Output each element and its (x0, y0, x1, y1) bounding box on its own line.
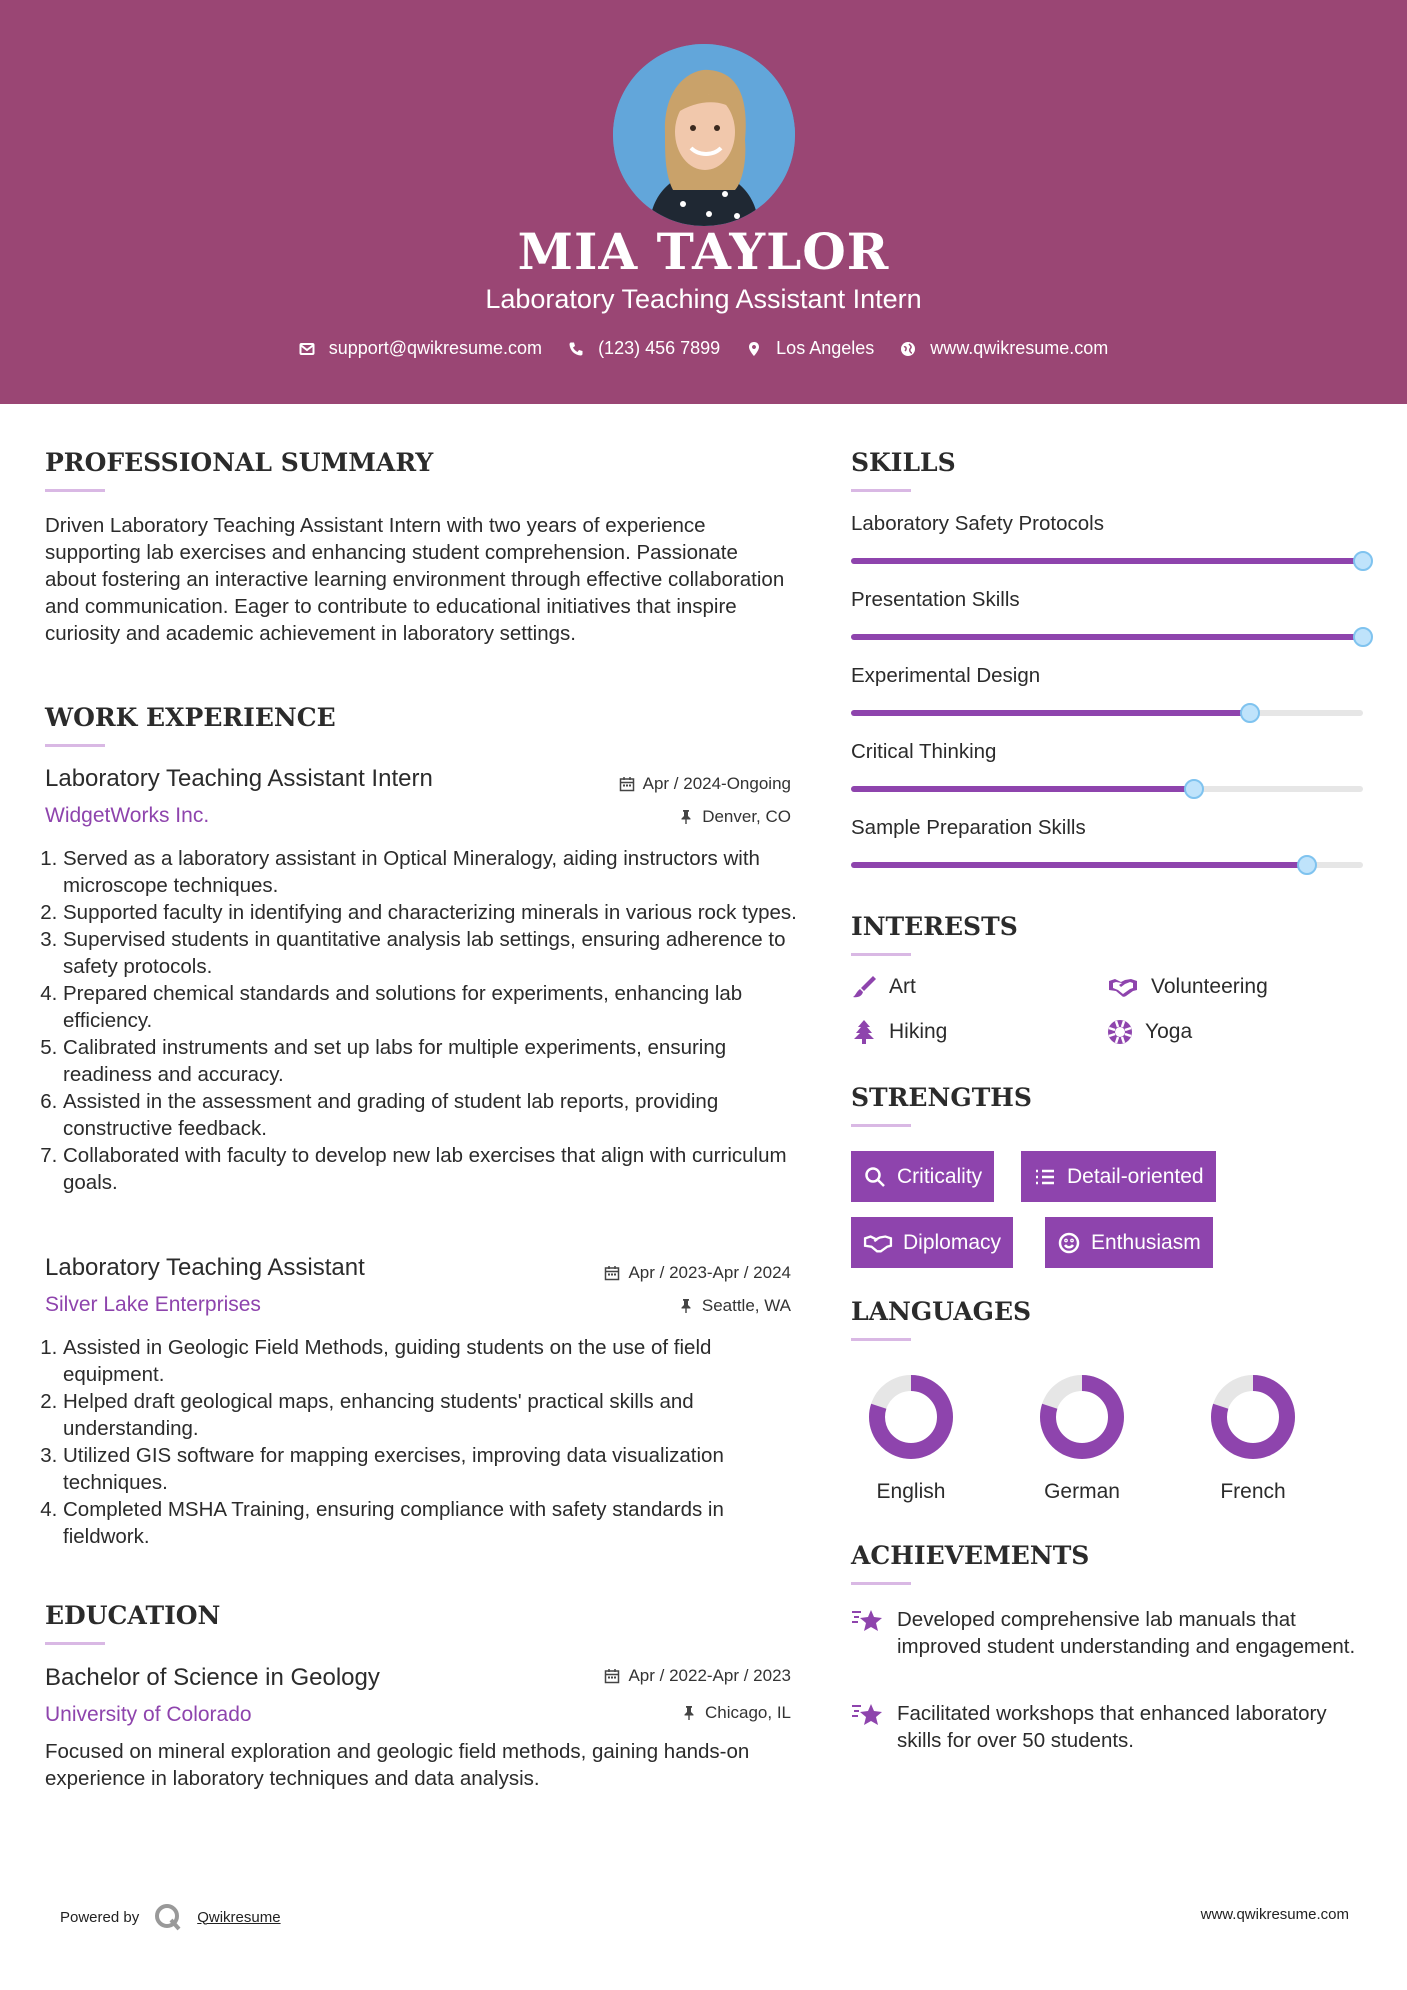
handshake-icon (1107, 974, 1139, 1000)
interest-label: Yoga (1145, 1020, 1193, 1043)
skill-bar (851, 634, 1363, 640)
skill-bar-knob (1297, 855, 1317, 875)
interest-label: Art (889, 975, 916, 998)
interest-art (851, 974, 916, 1000)
skill-bar (851, 786, 1363, 792)
education-location-text: Chicago, IL (705, 1703, 791, 1722)
language-donut (1208, 1372, 1298, 1462)
company-name: Silver Lake Enterprises (45, 1293, 261, 1316)
job-title: Laboratory Teaching Assistant (45, 1254, 365, 1281)
skill-bar (851, 862, 1363, 868)
list-item: 4. Prepared chemical standards and solutions for experiments, enhancing lab efficiency. (63, 980, 805, 1034)
skill-bar-fill (851, 710, 1250, 716)
job-dates (604, 1263, 791, 1283)
skill-label: Presentation Skills (851, 588, 1020, 611)
skill-label: Sample Preparation Skills (851, 816, 1086, 839)
tree-icon (851, 1019, 877, 1045)
school-name: University of Colorado (45, 1703, 252, 1726)
pushpin-icon (678, 1298, 694, 1314)
skill-bar-fill (851, 558, 1363, 564)
strength-badge-criticality (851, 1151, 994, 1202)
calendar-icon (619, 776, 635, 792)
language-donut (1037, 1372, 1127, 1462)
strength-badge-enthusiasm (1045, 1217, 1213, 1268)
envelope-icon (299, 341, 315, 357)
summary-text: Driven Laboratory Teaching Assistant Intern with two years of experience supporting lab exercises and enhancing student comprehension. Passionate about fostering an interactive learning environment through effective collaboration and communication. Eager to contribute to educational initiatives that inspire curiosity and academic achievement in laboratory settings. (45, 514, 785, 645)
interests-divider (851, 953, 911, 956)
education-dates-text: Apr / 2022-Apr / 2023 (628, 1666, 791, 1685)
interest-volunteering (1107, 974, 1268, 1000)
strength-label: Enthusiasm (1091, 1230, 1201, 1254)
candidate-name: MIA TAYLOR (517, 222, 890, 281)
achievement-item (851, 1606, 1371, 1660)
strength-badge-detail-oriented (1021, 1151, 1216, 1202)
company-name: WidgetWorks Inc. (45, 804, 210, 827)
email-text: support@qwikresume.com (328, 338, 543, 358)
strength-label: Criticality (897, 1164, 983, 1188)
list-item: 7. Collaborated with faculty to develop new lab exercises that align with curriculum goals. (63, 1142, 805, 1196)
achievement-text: Developed comprehensive lab manuals that improved student understanding and engagement. (897, 1608, 1356, 1658)
language-item (851, 1372, 971, 1504)
search-icon (863, 1165, 887, 1189)
skill-bar-fill (851, 786, 1194, 792)
calendar-icon (604, 1668, 620, 1684)
contact-location (746, 338, 874, 359)
map-pin-icon (746, 341, 762, 357)
candidate-role: Laboratory Teaching Assistant Intern (485, 284, 922, 314)
achievement-text: Facilitated workshops that enhanced laboratory skills for over 50 students. (897, 1702, 1327, 1752)
skills-title: SKILLS (851, 448, 956, 477)
job-location-text: Denver, CO (702, 807, 791, 826)
job-dates-text: Apr / 2023-Apr / 2024 (628, 1263, 791, 1282)
interest-yoga (1107, 1019, 1192, 1045)
job-duties-list (45, 1334, 805, 1550)
shooting-star-icon (851, 1606, 885, 1634)
globe-icon (900, 341, 916, 357)
achievement-item (851, 1700, 1371, 1754)
website-text: www.qwikresume.com (930, 338, 1109, 358)
shooting-star-icon (851, 1700, 885, 1728)
phone-text: (123) 456 7899 (598, 338, 721, 358)
list-item: 2. Helped draft geological maps, enhancing students' practical skills and understanding. (63, 1388, 805, 1442)
summary-title: PROFESSIONAL SUMMARY (45, 448, 434, 477)
location-text: Los Angeles (776, 338, 875, 358)
skill-bar (851, 558, 1363, 564)
languages-divider (851, 1338, 911, 1341)
paintbrush-icon (851, 974, 877, 1000)
language-donut (866, 1372, 956, 1462)
job-dates-text: Apr / 2024-Ongoing (642, 774, 791, 793)
education-title: EDUCATION (45, 1601, 221, 1630)
contact-bar (0, 338, 1407, 359)
contact-website[interactable] (900, 338, 1108, 359)
phone-icon (568, 341, 584, 357)
skill-bar-knob (1184, 779, 1204, 799)
strengths-divider (851, 1124, 911, 1127)
skill-label: Experimental Design (851, 664, 1041, 687)
summary-divider (45, 489, 105, 492)
smile-icon (1057, 1231, 1081, 1255)
interest-label: Volunteering (1151, 975, 1268, 998)
job-location (678, 807, 791, 827)
degree-title: Bachelor of Science in Geology (45, 1664, 380, 1691)
list-item: 2. Supported faculty in identifying and characterizing minerals in various rock types. (63, 899, 805, 926)
pushpin-icon (681, 1705, 697, 1721)
list-icon (1033, 1165, 1057, 1189)
education-dates (604, 1666, 791, 1686)
language-item (1022, 1372, 1142, 1504)
language-label: French (1220, 1480, 1286, 1503)
interest-hiking (851, 1019, 947, 1045)
list-item: 1. Served as a laboratory assistant in Optical Mineralogy, aiding instructors with microscope techniques. (63, 845, 805, 899)
footer-website[interactable]: www.qwikresume.com (1200, 1906, 1349, 1923)
powered-by-text: Powered by (60, 1908, 140, 1926)
languages-title: LANGUAGES (851, 1297, 1032, 1326)
strengths-title: STRENGTHS (851, 1083, 1032, 1112)
achievements-title: ACHIEVEMENTS (851, 1541, 1090, 1570)
pushpin-icon (678, 809, 694, 825)
strength-label: Detail-oriented (1067, 1164, 1204, 1188)
lifering-icon (1107, 1019, 1133, 1045)
skill-bar (851, 710, 1363, 716)
skill-bar-knob (1353, 551, 1373, 571)
skill-bar-fill (851, 634, 1363, 640)
skill-label: Laboratory Safety Protocols (851, 512, 1104, 535)
job-duties-list (45, 845, 805, 1196)
language-label: English (876, 1480, 946, 1503)
experience-divider (45, 744, 105, 747)
contact-phone[interactable] (568, 338, 720, 359)
qwikresume-link[interactable]: Qwikresume (197, 1908, 281, 1926)
strength-label: Diplomacy (903, 1230, 1002, 1254)
education-description: Focused on mineral exploration and geologic field methods, gaining hands-on experience in laboratory techniques and data analysis. (45, 1740, 750, 1790)
list-item: 1. Assisted in Geologic Field Methods, guiding students on the use of field equipment. (63, 1334, 805, 1388)
skill-label: Critical Thinking (851, 740, 997, 763)
list-item: 5. Calibrated instruments and set up labs for multiple experiments, ensuring readiness and accuracy. (63, 1034, 805, 1088)
education-divider (45, 1642, 105, 1645)
list-item: 6. Assisted in the assessment and grading of student lab reports, providing constructive feedback. (63, 1088, 805, 1142)
skill-bar-knob (1353, 627, 1373, 647)
header-banner (0, 0, 1407, 404)
list-item: 3. Supervised students in quantitative analysis lab settings, ensuring adherence to safety protocols. (63, 926, 805, 980)
list-item: 3. Utilized GIS software for mapping exercises, improving data visualization techniques. (63, 1442, 805, 1496)
achievements-divider (851, 1582, 911, 1585)
experience-title: WORK EXPERIENCE (45, 703, 336, 732)
job-title: Laboratory Teaching Assistant Intern (45, 765, 433, 792)
skill-bar-knob (1240, 703, 1260, 723)
job-dates (619, 774, 791, 794)
qwikresume-logo-icon (153, 1902, 183, 1932)
interest-label: Hiking (889, 1020, 948, 1043)
interests-title: INTERESTS (851, 912, 1018, 941)
job-location (678, 1296, 791, 1316)
education-location (681, 1703, 791, 1723)
skill-bar-fill (851, 862, 1307, 868)
job-location-text: Seattle, WA (701, 1296, 791, 1315)
language-label: German (1044, 1480, 1120, 1503)
avatar (613, 44, 795, 226)
calendar-icon (604, 1265, 620, 1281)
language-item (1193, 1372, 1313, 1504)
strength-badge-diplomacy (851, 1217, 1013, 1268)
contact-email[interactable] (299, 338, 542, 359)
list-item: 4. Completed MSHA Training, ensuring compliance with safety standards in fieldwork. (63, 1496, 805, 1550)
skills-divider (851, 489, 911, 492)
footer-powered-by (60, 1902, 281, 1932)
handshake-icon (863, 1231, 893, 1255)
